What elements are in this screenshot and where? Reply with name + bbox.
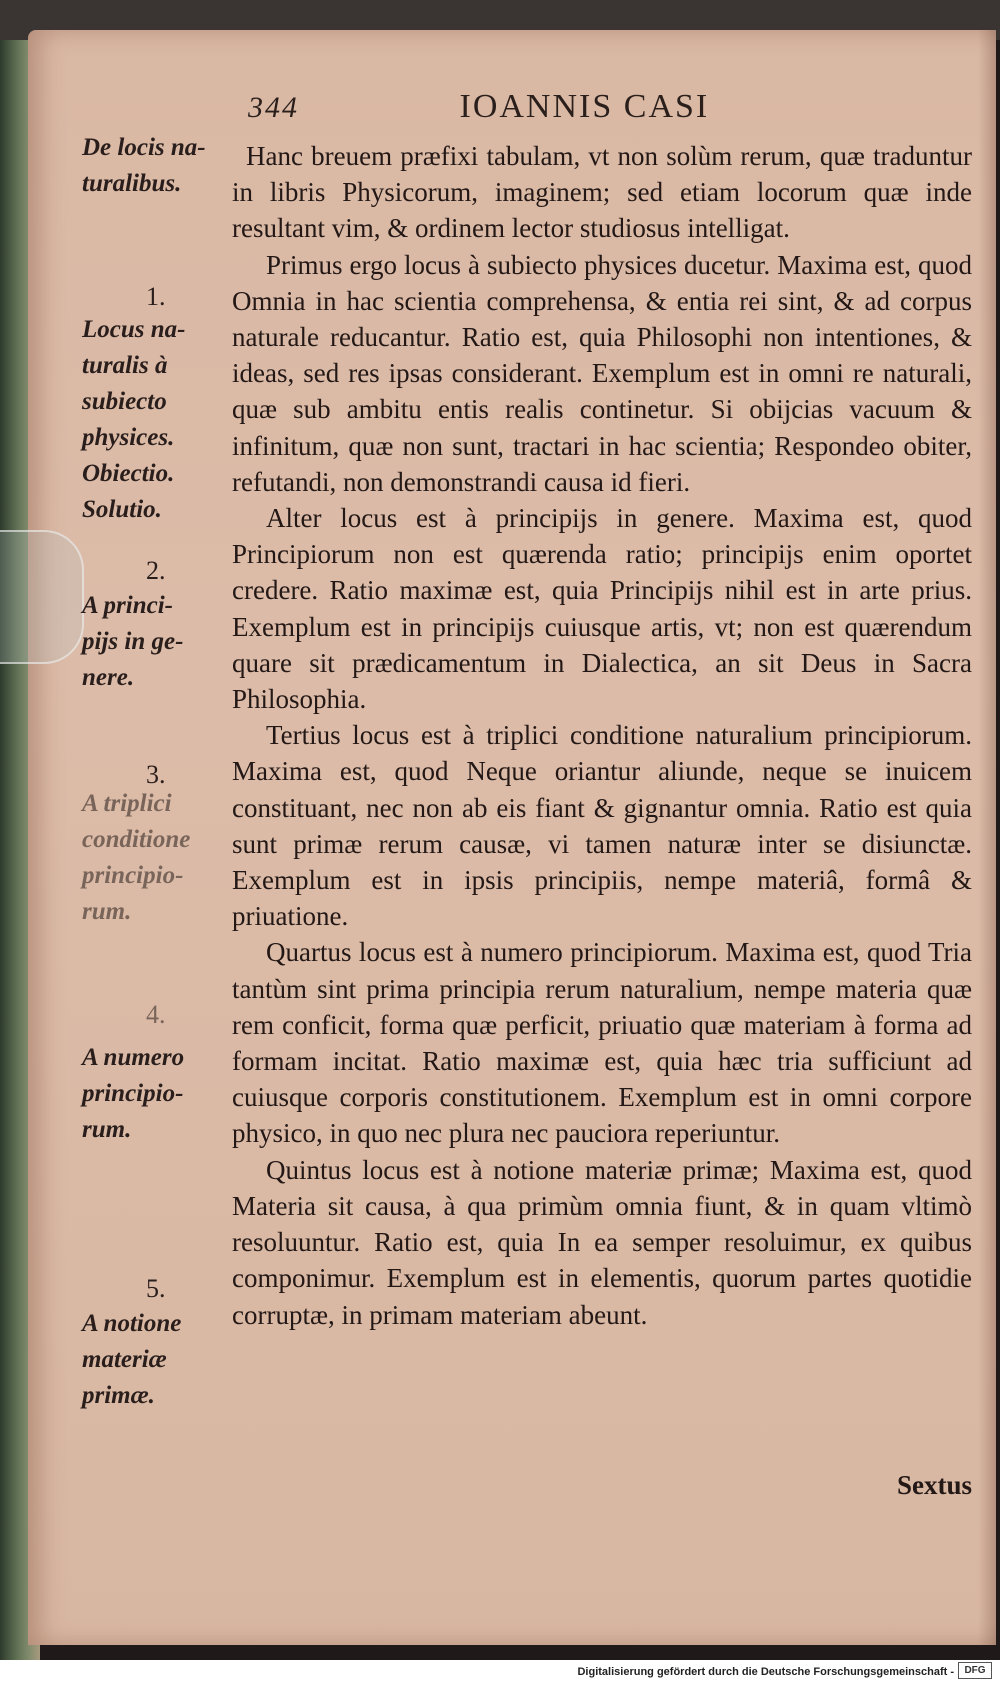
paragraph-quartus: Quartus locus est à numero principiorum. Maxima est, quod Tria tantùm sint prima principia rerum naturalium, nempe materia quæ rem conficit, forma quæ perficit, priuatio quæ materiam à forma ad formam incitat. Ratio maximæ est, quia hæc tria sufficiunt ad cuiusque corporis constitutionem. Exemplum est in omni corpore physico, in quo nec plura nec pauciora reperiuntur.	[232, 937, 972, 1149]
margin-number-2: 2.	[146, 556, 166, 585]
page-gutter-shadow	[978, 30, 996, 1645]
dfg-logo[interactable]: DFG	[958, 1662, 992, 1679]
main-text-block	[232, 138, 972, 1333]
margin-note-locus-naturalis: Locus na- turalis à subiecto physices. Obiectio. Solutio.	[82, 316, 186, 523]
margin-number-5: 5.	[146, 1274, 166, 1303]
digitization-footer	[0, 1660, 1000, 1682]
margin-note-a-numero: A numero principio- rum.	[82, 1044, 185, 1143]
paragraph-alter: Alter locus est à principijs in genere. Maxima est, quod Principiorum non est quærenda ratio; principijs enim oportet credere. Ratio maximæ est, quia Principijs nihil est in arte prius. Exemplum est in principijs cuiusque artis, vt; non est quærendum quare sit prædicamentum in Dialectica, an sit Deus in Sacra Philosophia.	[232, 503, 972, 715]
running-title: IOANNIS CASI	[459, 88, 710, 125]
paragraph-intro: Hanc breuem præfixi tabulam, vt non solùm rerum, quæ traduntur in libris Physicorum, imaginem; sed etiam locorum quæ inde resultant vim, & ordinem lector studiosus intelligat.	[232, 141, 972, 244]
margin-note-a-principijs: A princi- pijs in ge- nere.	[82, 592, 184, 691]
digitization-note: Digitalisierung gefördert durch die Deutsche Forschungsgemeinschaft -	[577, 1666, 954, 1678]
margin-number-3: 3.	[146, 760, 166, 789]
margin-note-a-notione: A notione materiæ primæ.	[82, 1310, 182, 1409]
paragraph-primus: Primus ergo locus à subiecto physices ducetur. Maxima est, quod Omnia in hac scientia comprehensa, & entia rei sint, & ad corpus naturale reducantur. Ratio est, quia Philosophi non intentiones, & ideas, sed res ipsas considerant. Exemplum est in omni re naturali, quæ sub ambitu entis realis continetur. Si obijcias vacuum & infinitum, quæ non sunt, tractari in hac scientia; Respondeo obiter, refutandi, non demonstrandi causa id fieri.	[232, 249, 972, 497]
margin-number-1: 1.	[146, 282, 166, 311]
paragraph-quintus: Quintus locus est à notione materiæ primæ; Maxima est, quod Materia sit causa, à qua primùm omnia fiunt, & in quam vltimò resoluuntur. Ratio est, quia In ea semper resoluimur, ex quibus componimur. Exemplum est in elementis, quorum partes quotidie corruptæ, in primam materiam abeunt.	[232, 1154, 972, 1330]
margin-note-de-locis: De locis na- turalibus.	[82, 134, 206, 197]
running-header	[248, 88, 709, 126]
page-number: 344	[248, 91, 299, 124]
margin-number-4: 4.	[146, 1000, 166, 1029]
margin-note-a-triplici: A triplici conditione principio- rum.	[82, 790, 191, 925]
catchword: Sextus	[897, 1470, 973, 1500]
bookmark-clip	[0, 530, 84, 664]
paragraph-tertius: Tertius locus est à triplici conditione naturalium principiorum. Maxima est, quod Neque oriantur aliunde, neque se inuicem constituant, nec non ab eis fiant & gignantur omnia. Ratio est quia sunt primæ rerum causæ, vi tamen naturæ inter se disiunctæ. Exemplum est in ipsis principiis, nempe materiâ, formâ & priuatione.	[232, 720, 972, 932]
